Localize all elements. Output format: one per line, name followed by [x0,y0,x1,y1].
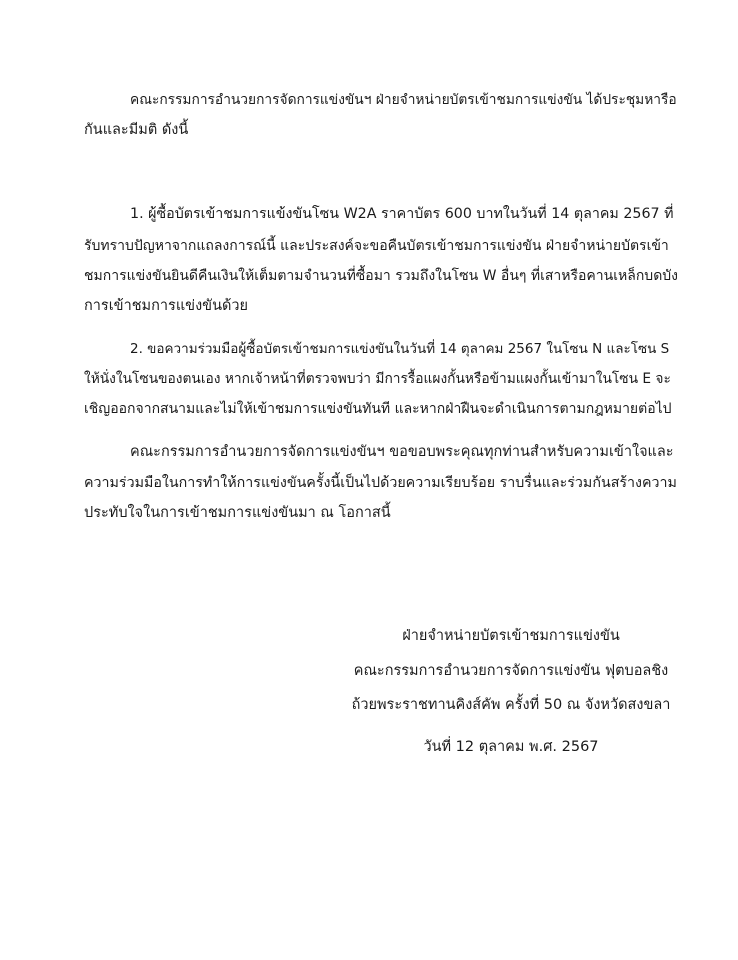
closing-line-3: ประทับใจในการเข้าชมการแข่งขันมา ณ โอกาสนี้ [84,505,391,521]
closing-line-2: ความร่วมมือในการทำให้การแข่งขันครั้งนี้เป็นไปด้วยความเรียบร้อย ราบรื่นและร่วมกันสร้างความ [84,475,677,491]
item-2-line-3: เชิญออกจากสนามและไม่ให้เข้าชมการแข่งขันทันที และหากฝ่าฝืนจะดำเนินการตามกฎหมายต่อไป [84,401,672,417]
closing-line-1: คณะกรรมการอำนวยการจัดการแข่งขันฯ ขอขอบพระคุณทุกท่านสำหรับความเข้าใจและ [130,444,674,460]
intro-line-2: กันและมีมติ ดังนี้ [84,122,189,138]
item-1-line-4: การเข้าชมการแข่งขันด้วย [84,298,249,314]
intro-line-1: คณะกรรมการอำนวยการจัดการแข่งขันฯ ฝ่ายจำหน่ายบัตรเข้าชมการแข่งขัน ได้ประชุมหารือ [130,92,677,108]
item-1-line-3: ชมการแข่งขันยินดีคืนเงินให้เต็มตามจำนวนที่ซื้อมา รวมถึงในโซน W อื่นๆ ที่เสาหรือคานเหล็กบดบัง [84,268,679,284]
item-1-line-2: รับทราบปัญหาจากแถลงการณ์นี้ และประสงค์จะขอคืนบัตรเข้าชมการแข่งขัน ฝ่ายจำหน่ายบัตรเข้า [84,238,669,254]
signature-date: วันที่ 12 ตุลาคม พ.ศ. 2567 [423,739,599,755]
item-2-line-1: 2. ขอความร่วมมือผู้ซื้อบัตรเข้าชมการแข่งขันในวันที่ 14 ตุลาคม 2567 ในโซน N และโซน S [130,341,670,357]
item-1-line-1: 1. ผู้ซื้อบัตรเข้าชมการแข้งขันโซน W2A ราคาบัตร 600 บาทในวันที่ 14 ตุลาคม 2567 ที่ [130,206,674,222]
signature-committee: คณะกรรมการอำนวยการจัดการแข่งขัน ฟุตบอลชิง [353,663,669,679]
signature-department: ฝ่ายจำหน่ายบัตรเข้าชมการแข่งขัน [402,628,620,644]
signature-tournament: ถ้วยพระราชทานคิงส์คัพ ครั้งที่ 50 ณ จังหวัดสงขลา [351,697,671,713]
item-2-line-2: ให้นั่งในโซนของตนเอง หากเจ้าหน้าที่ตรวจพบว่า มีการรื้อแผงกั้นหรือข้ามแผงกั้นเข้ามาในโซน E จะ [84,371,671,387]
